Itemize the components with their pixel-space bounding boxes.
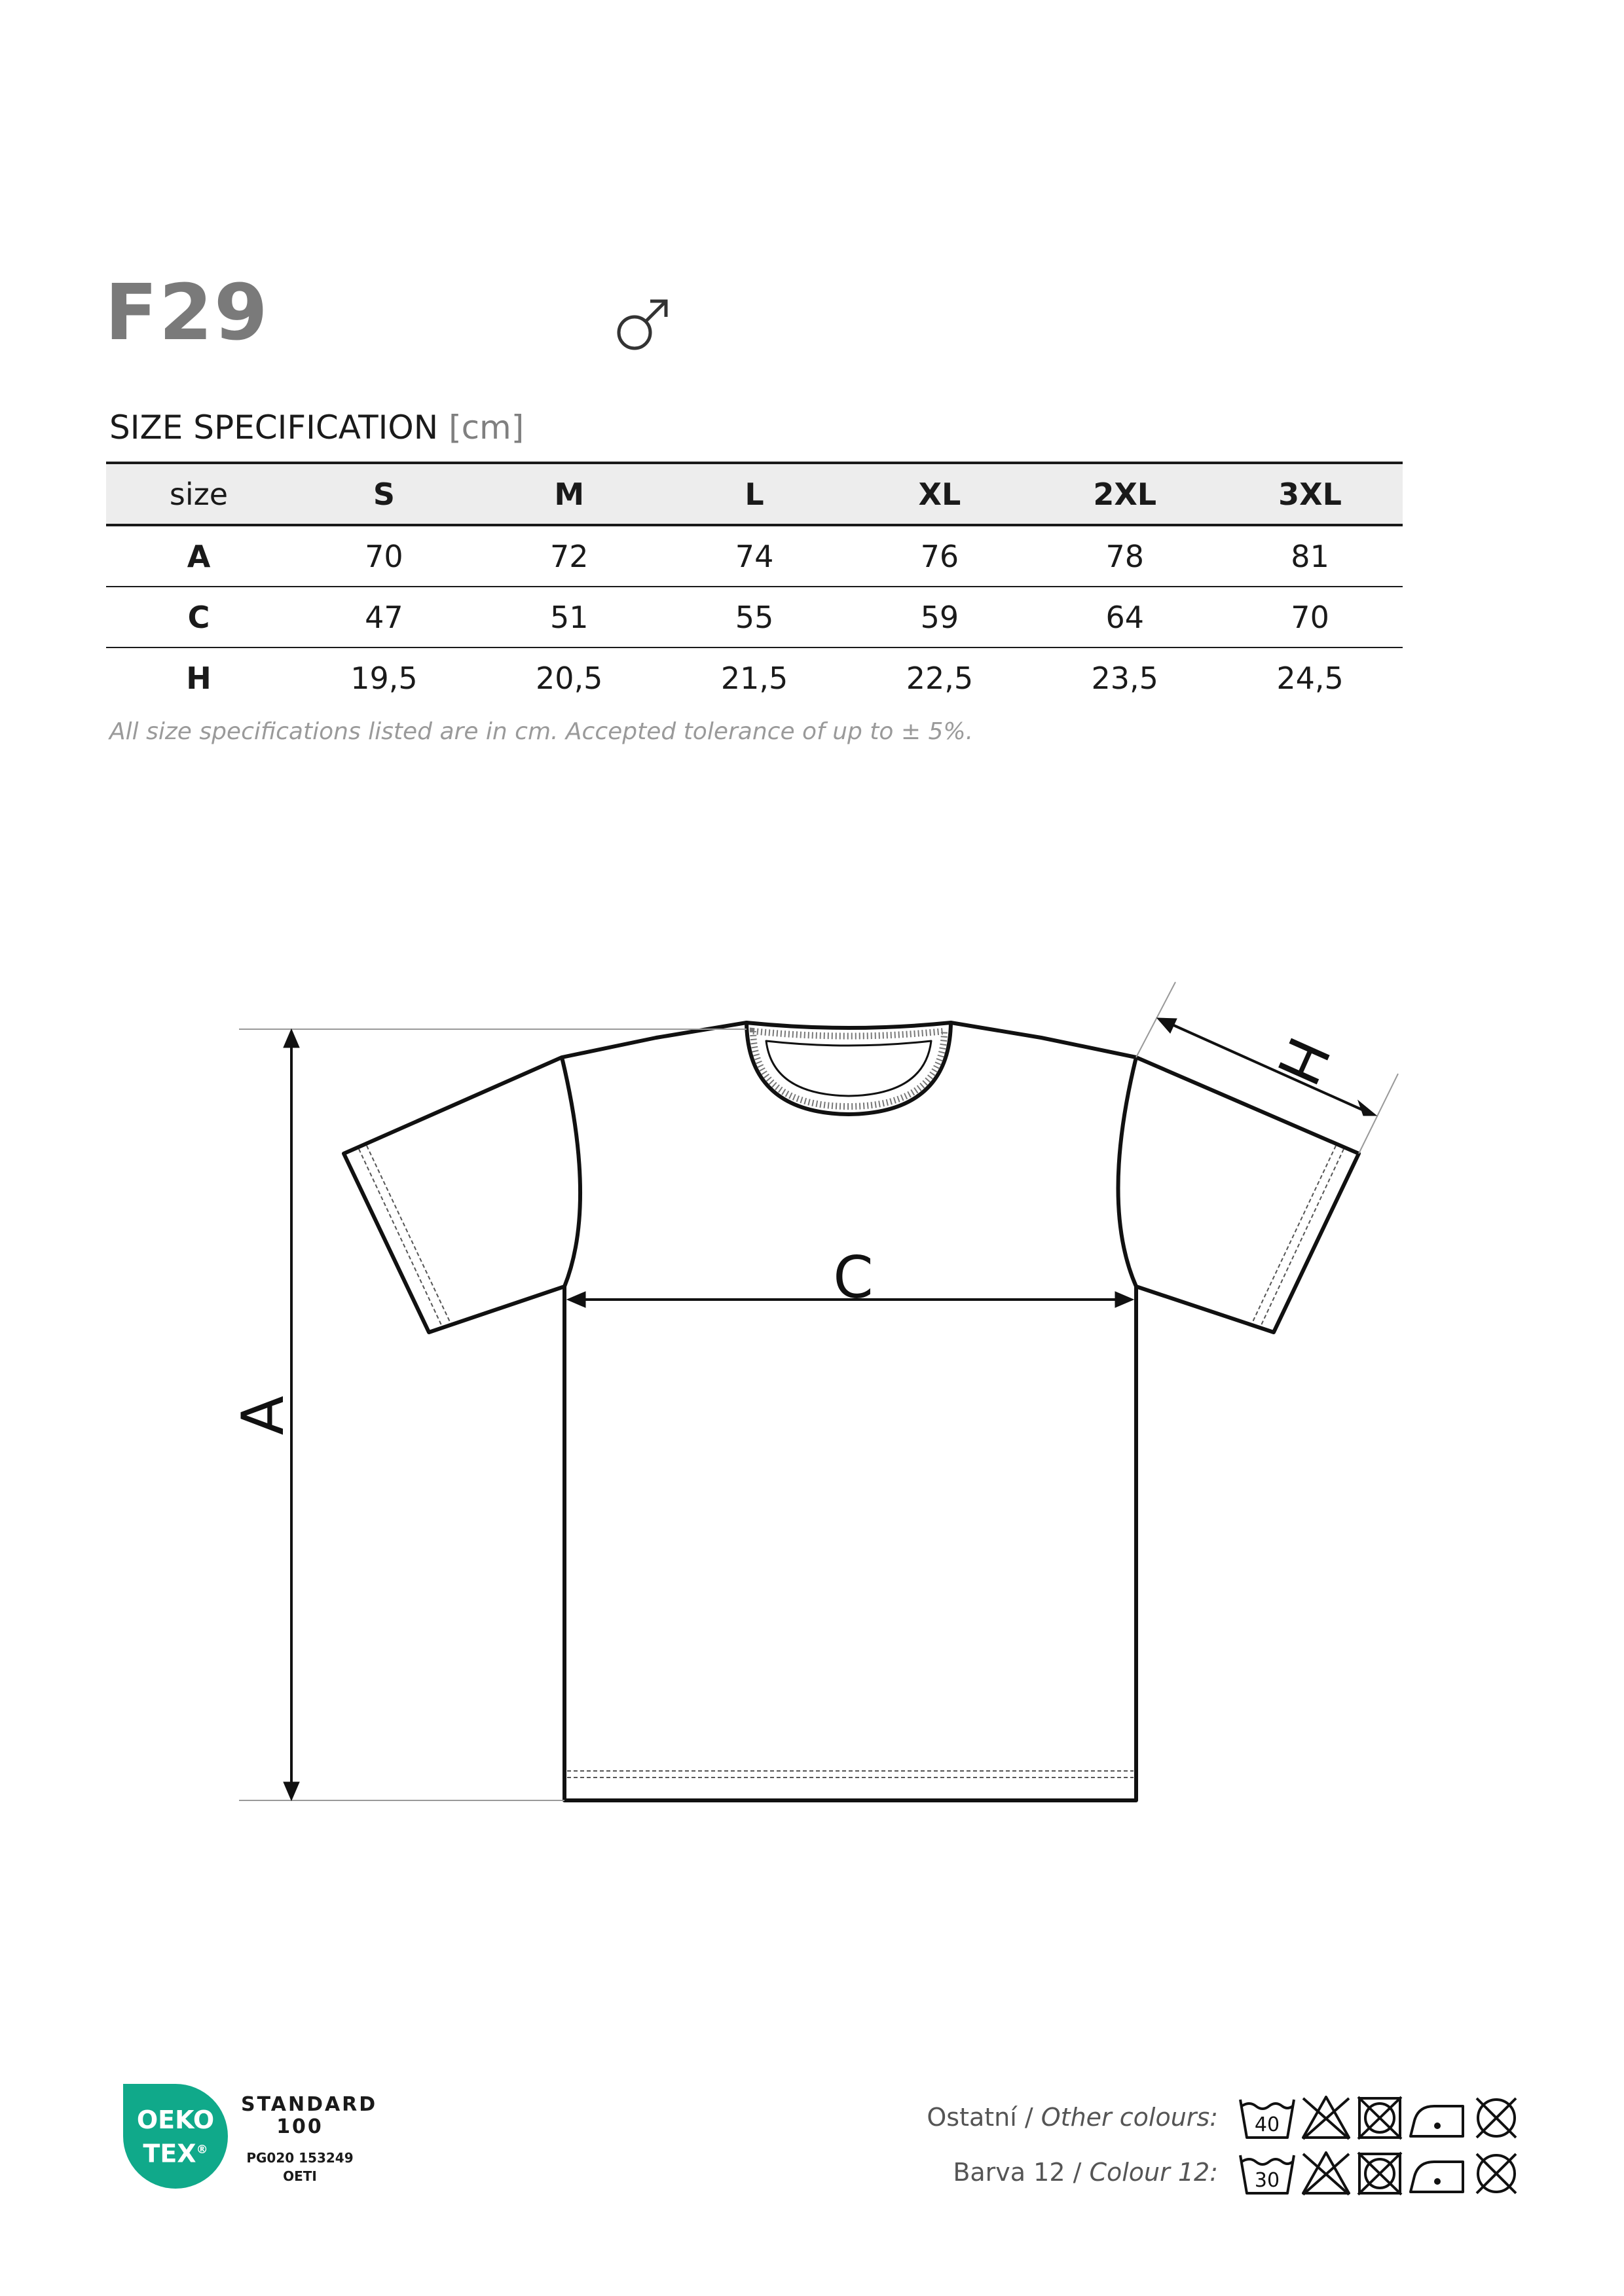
- no-tumble-dry-icon: [1358, 2097, 1401, 2139]
- table-cell: 70: [291, 525, 477, 587]
- label-a: A: [229, 1395, 297, 1436]
- table-cell: 20,5: [536, 660, 603, 696]
- header-size-label: size: [106, 463, 291, 525]
- care-icons-row-1: [1238, 2092, 1526, 2144]
- spec-unit: [cm]: [449, 409, 525, 446]
- table-cell: 55: [662, 587, 847, 647]
- care-icons-row-2: [1238, 2147, 1526, 2200]
- no-dry-clean-icon: [1477, 2098, 1516, 2138]
- table-cell: 74: [662, 525, 847, 587]
- care-label-other-colours: [927, 2103, 1218, 2132]
- oeko-line2: [123, 2135, 228, 2169]
- table-cell: 72: [477, 525, 662, 587]
- oeko-tex-text: TEX: [143, 2139, 196, 2168]
- care-label-en: Colour 12:: [1089, 2158, 1218, 2187]
- table-cell: 78: [1032, 525, 1217, 587]
- care-label-en: Other colours:: [1041, 2103, 1218, 2132]
- oeko-cert: [241, 2149, 359, 2185]
- care-label-cz: Ostatní /: [927, 2103, 1041, 2132]
- table-cell: 51: [477, 587, 662, 647]
- spec-title-text: SIZE SPECIFICATION: [109, 409, 439, 446]
- header-size: 2XL: [1032, 463, 1217, 525]
- standard-label: STANDARD: [241, 2093, 378, 2116]
- header-size: M: [477, 463, 662, 525]
- table-cell: 19,5: [350, 660, 418, 696]
- care-label-colour-12: [953, 2158, 1218, 2187]
- oeko-tex-logo-text: [123, 2105, 228, 2169]
- wash-temp: 40: [1254, 2113, 1280, 2136]
- header-size: L: [662, 463, 847, 525]
- table-cell: 23,5: [1091, 660, 1158, 696]
- oeko-line1: OEKO: [136, 2105, 215, 2134]
- table-cell: 70: [1217, 587, 1403, 647]
- table-cell: 47: [291, 587, 477, 647]
- label-c: C: [833, 1244, 874, 1311]
- table-cell: 81: [1217, 525, 1403, 587]
- table-cell: 21,5: [720, 660, 788, 696]
- iron-icon: [1411, 2106, 1463, 2136]
- table-cell: 24,5: [1276, 660, 1344, 696]
- no-tumble-dry-icon: [1358, 2153, 1401, 2195]
- label-h: H: [1263, 1027, 1343, 1095]
- standard-number: 100: [276, 2115, 323, 2138]
- no-bleach-icon: [1303, 2097, 1349, 2139]
- row-label: H: [186, 660, 212, 696]
- header-size: S: [291, 463, 477, 525]
- header-size: XL: [847, 463, 1032, 525]
- tshirt-outline: [344, 1023, 1359, 1800]
- no-dry-clean-icon: [1477, 2154, 1516, 2193]
- table-cell: 64: [1032, 587, 1217, 647]
- wash-temp: 30: [1254, 2169, 1280, 2192]
- iron-icon: [1411, 2162, 1463, 2192]
- tolerance-note: All size specifications listed are in cm. Accepted tolerance of up to ± 5%.: [109, 718, 974, 745]
- cert-number: PG020 153249: [246, 2150, 354, 2166]
- oeko-standard: [241, 2093, 378, 2138]
- no-bleach-icon: [1303, 2153, 1349, 2195]
- product-code: F29: [105, 267, 269, 357]
- measurement-a: [239, 1029, 747, 1800]
- cert-institute: OETI: [283, 2168, 317, 2184]
- row-label: A: [106, 525, 291, 587]
- table-cell: 76: [847, 525, 1032, 587]
- care-label-cz: Barva 12 /: [953, 2158, 1090, 2187]
- header-size: 3XL: [1217, 463, 1403, 525]
- row-label: C: [106, 587, 291, 647]
- table-cell: 22,5: [906, 660, 974, 696]
- table-cell: 59: [847, 587, 1032, 647]
- oeko-registered: ®: [196, 2143, 208, 2157]
- stitching: [359, 1146, 1344, 1777]
